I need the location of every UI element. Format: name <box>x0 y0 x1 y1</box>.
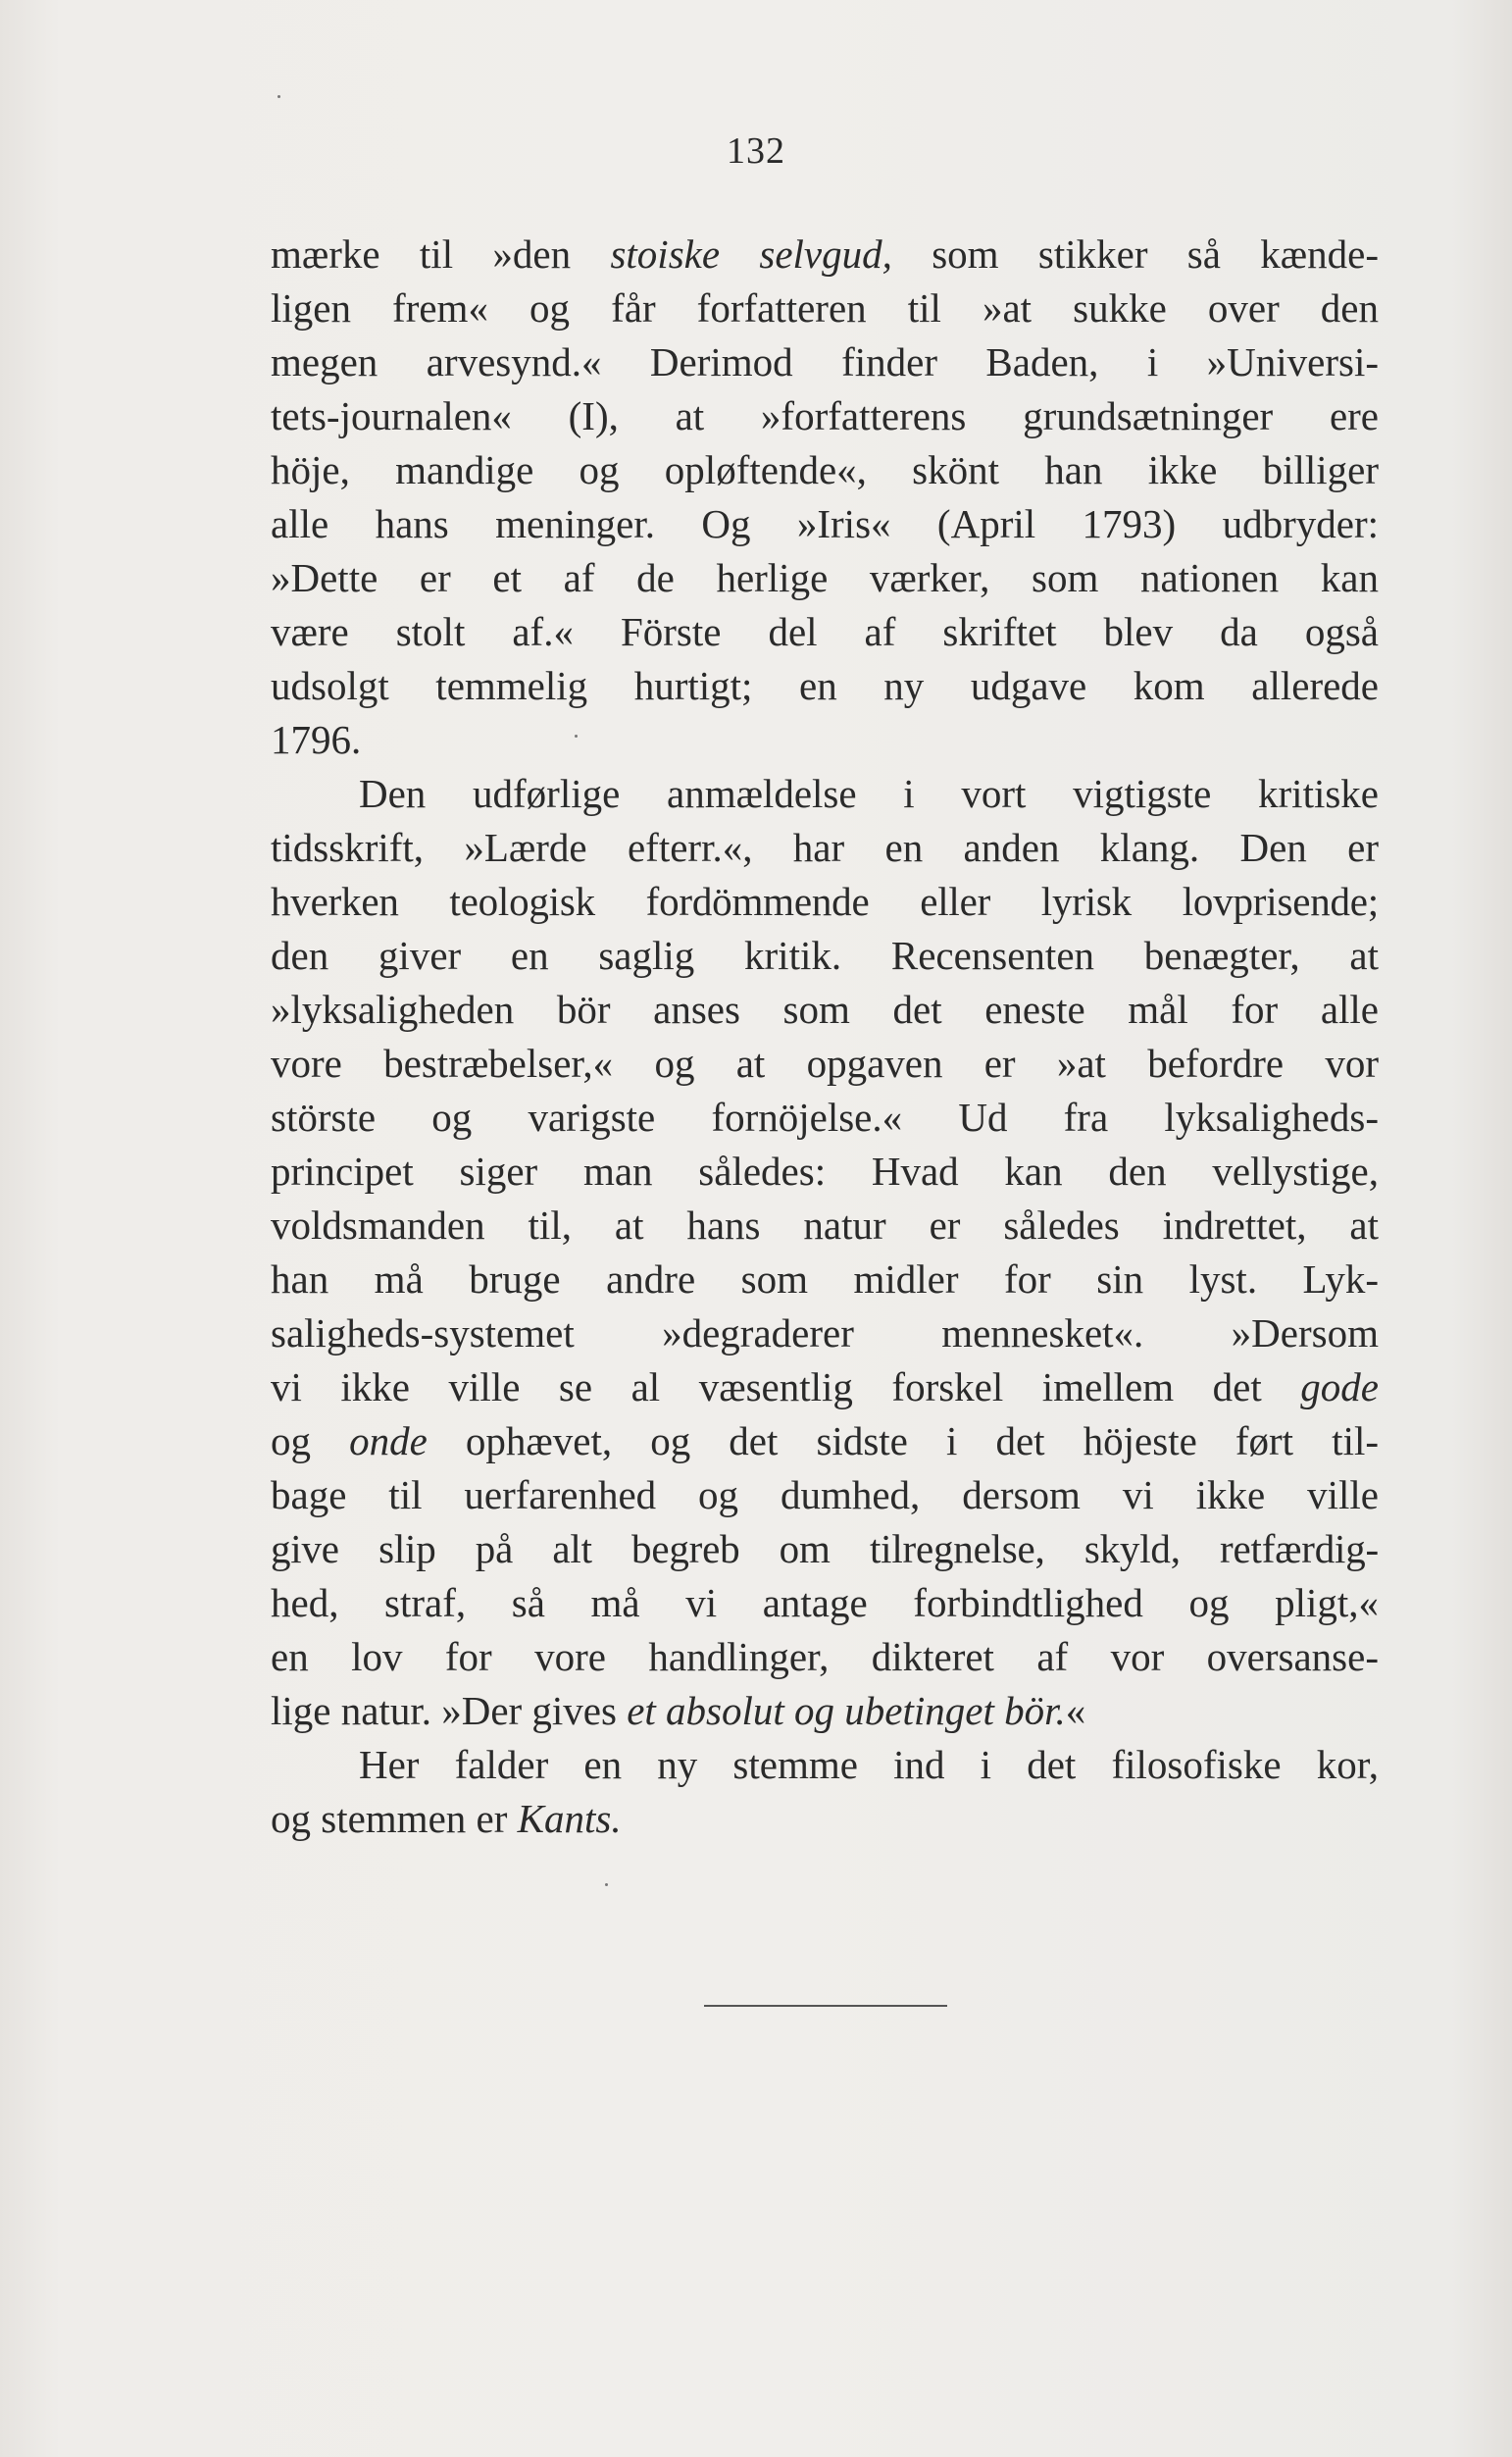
text-line: alle hans meninger. Og »Iris« (April 1793) udbryder: <box>271 501 1379 546</box>
text-line: mærke til »den stoiske selvgud, som stikker så kænde- <box>271 231 1379 277</box>
text-line: Her falder en ny stemme ind i det filosofiske kor, <box>359 1742 1379 1787</box>
body-text <box>271 228 1379 1846</box>
text-line: megen arvesynd.« Derimod finder Baden, i »Universi- <box>271 339 1379 384</box>
print-speck <box>277 95 280 98</box>
italic-text: Kants. <box>517 1796 622 1841</box>
text-line: den giver en saglig kritik. Recensenten benægter, at <box>271 933 1379 978</box>
text-line: »Dette er et af de herlige værker, som nationen kan <box>271 555 1379 600</box>
text-line: Den udførlige anmældelse i vort vigtigste kritiske <box>359 771 1379 816</box>
text-line: vore bestræbelser,« og at opgaven er »at befordre vor <box>271 1041 1379 1086</box>
text-line: og stemmen er Kants. <box>271 1796 622 1841</box>
text-line: 1796. <box>271 717 362 762</box>
text-line: han må bruge andre som midler for sin lyst. Lyk- <box>271 1256 1379 1302</box>
text-line: en lov for vore handlinger, dikteret af vor oversanse- <box>271 1634 1379 1679</box>
text-line: vi ikke ville se al væsentlig forskel imellem det gode <box>271 1364 1379 1409</box>
text-line: være stolt af.« Förste del af skriftet blev da også <box>271 609 1379 654</box>
text-line: bage til uerfarenhed og dumhed, dersom vi ikke ville <box>271 1472 1379 1517</box>
page-number: 132 <box>727 130 785 172</box>
text-line: störste og varigste fornöjelse.« Ud fra lyksaligheds- <box>271 1095 1379 1140</box>
text-line: ligen frem« og får forfatteren til »at sukke over den <box>271 285 1379 331</box>
italic-text: stoiske selvgud, <box>610 231 892 277</box>
text-line: principet siger man således: Hvad kan den vellystige, <box>271 1149 1379 1194</box>
text-line: udsolgt temmelig hurtigt; en ny udgave kom allerede <box>271 663 1379 708</box>
text-line: give slip på alt begreb om tilregnelse, skyld, retfærdig- <box>271 1526 1379 1571</box>
text-line: voldsmanden til, at hans natur er således indrettet, at <box>271 1203 1379 1248</box>
text-line: »lyksaligheden bör anses som det eneste mål for alle <box>271 987 1379 1032</box>
text-line: og onde ophævet, og det sidste i det höjeste ført til- <box>271 1418 1380 1463</box>
text-line: tidsskrift, »Lærde efterr.«, har en anden klang. Den er <box>271 825 1379 870</box>
print-speck <box>605 1883 608 1886</box>
text-line: lige natur. »Der gives et absolut og ubetinget bör.« <box>271 1688 1086 1733</box>
italic-text: et absolut og ubetinget bör. <box>627 1688 1066 1733</box>
text-line: hverken teologisk fordömmende eller lyrisk lovprisende; <box>271 879 1379 924</box>
text-line: tets-journalen« (I), at »forfatterens grundsætninger ere <box>271 393 1379 438</box>
italic-text: gode <box>1300 1364 1379 1409</box>
print-speck <box>575 735 578 738</box>
text-line: saligheds-systemet »degraderer mennesket«. »Dersom <box>271 1310 1379 1356</box>
text-line: höje, mandige og opløftende«, skönt han ikke billiger <box>271 447 1379 492</box>
italic-text: onde <box>349 1418 428 1463</box>
text-line: hed, straf, så må vi antage forbindtlighed og pligt,« <box>271 1580 1379 1625</box>
footer-rule <box>704 2005 947 2007</box>
